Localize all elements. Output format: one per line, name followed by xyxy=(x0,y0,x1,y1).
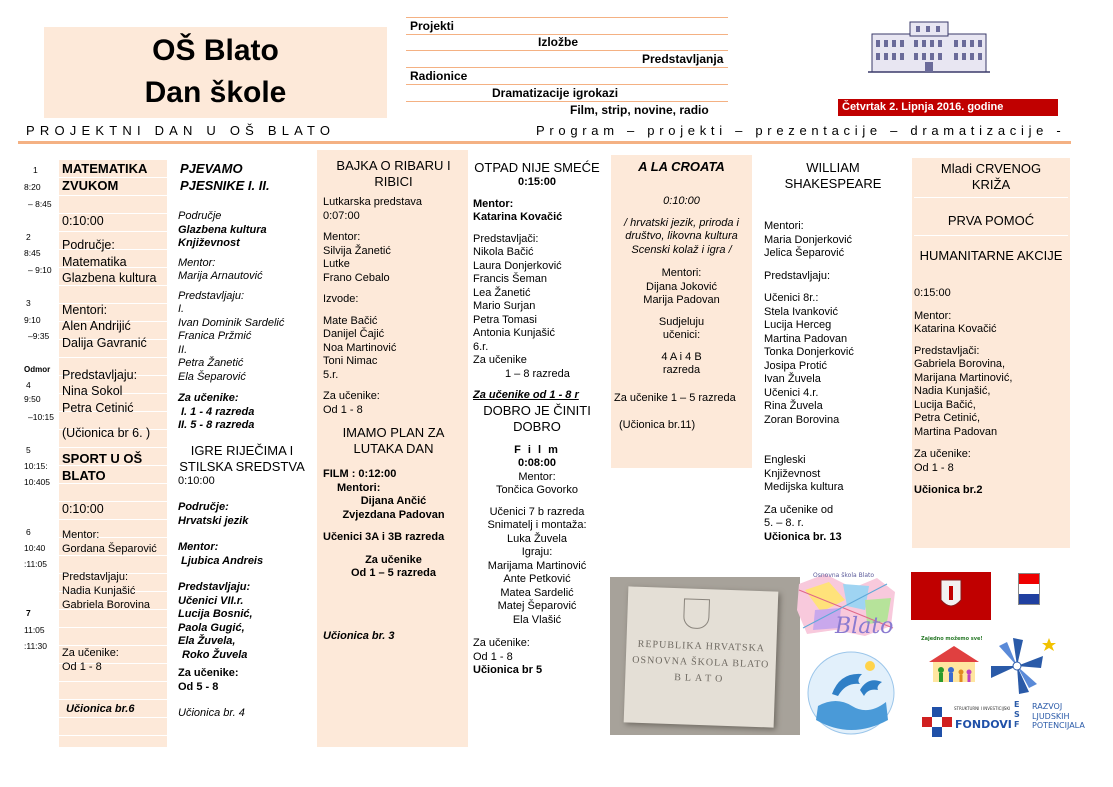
field-label: Mentor: xyxy=(178,256,216,269)
field-label: Predstavljaju: xyxy=(178,289,245,302)
audience-label: Za učenike xyxy=(365,553,422,566)
event-title: DOBRO JE ČINITI DOBRO xyxy=(483,402,591,434)
audience: I. 1 - 4 razreda xyxy=(181,405,255,418)
event-title: PRVA POMOĆ xyxy=(947,213,1035,228)
program-label: Radionice xyxy=(410,69,468,83)
program-label: Dramatizacije igrokazi xyxy=(492,86,619,100)
subject: Glazbena kultura xyxy=(62,270,157,285)
presenter-name: 6.r. xyxy=(473,340,489,353)
column-matematika xyxy=(59,160,167,747)
mentor-name: Zvjezdana Padovan xyxy=(342,508,445,521)
program-row-izlozbe xyxy=(406,34,728,51)
column-pjevamo xyxy=(178,160,306,721)
event-duration: 0:15:00 xyxy=(914,287,951,299)
field-label: Predstavljaju: xyxy=(764,269,831,282)
subjects: / hrvatski jezik, priroda i društvo, likovna kultura Scenski kolaž i igra / xyxy=(624,216,739,256)
event-duration: 0:08:00 xyxy=(518,457,556,469)
presenter-name: Antonia Kunjašić xyxy=(473,327,555,339)
mentor-name: Dijana Joković xyxy=(646,280,717,293)
audience-label: Za učenike xyxy=(473,354,527,366)
presenter-name: Lucija Herceg xyxy=(764,319,832,331)
presenter-name: Stela Ivanković xyxy=(764,305,838,318)
performer-name: Danijel Čajić xyxy=(323,328,385,340)
presenter-name: Učenici VII.r. xyxy=(178,594,244,607)
audience-label: Za učenike: xyxy=(62,646,119,659)
field-label: Mentor: xyxy=(473,197,514,210)
field-label: Predstavljaju: xyxy=(178,581,251,593)
audience: Za učenike od 1 - 8 r xyxy=(473,389,579,401)
program-row-radionice xyxy=(406,68,728,85)
event-title: Mladi CRVENOG KRIŽA xyxy=(940,161,1042,192)
actor-name: Matea Sardelić xyxy=(500,586,574,599)
field-label: Sudjeluju učenici: xyxy=(658,315,705,341)
esf-text-block xyxy=(1032,702,1085,731)
presenter-name: Nikola Bačić xyxy=(473,246,534,258)
presenter-name: Tonka Donjerković xyxy=(764,346,854,358)
family-house-icon xyxy=(921,642,987,686)
presenter-name: Gabriela Borovina, xyxy=(914,358,1006,370)
field-label: Predstavljači: xyxy=(473,232,539,245)
plaque-text: BLATO xyxy=(674,672,727,685)
presenter-name: Lucija Bosnić, xyxy=(178,608,253,620)
presenter-name: Marijana Martinović, xyxy=(914,371,1013,384)
audience-label: Za učenike: xyxy=(323,390,380,402)
audience: Od 1 - 8 xyxy=(473,650,513,663)
period-number: 3 xyxy=(26,298,31,308)
room-label: Učionica br.2 xyxy=(914,484,983,496)
students: Učenici 8r.: xyxy=(764,292,819,304)
period-number: 1 xyxy=(33,165,38,175)
break-label: Odmor xyxy=(24,365,51,374)
presenter-name: Josipa Protić xyxy=(764,359,827,372)
presenter-name: Lucija Bačić, xyxy=(914,398,976,411)
presenter-name: Nina Sokol xyxy=(62,384,123,399)
field-label: Mentor: xyxy=(178,541,219,553)
actor-name: Ante Petković xyxy=(503,573,571,585)
audience: Od 1 - 8 xyxy=(914,461,954,474)
audience-label: Za učenike: xyxy=(178,667,239,679)
subject: Matematika xyxy=(62,254,127,269)
performer-name: 5.r. xyxy=(323,368,339,381)
audience: 1 – 8 razreda xyxy=(505,367,570,380)
field-label: Predstavljaju: xyxy=(62,570,129,583)
presenter-name: Paola Gugić, xyxy=(178,621,245,634)
field-label: Mentori: xyxy=(661,267,702,279)
field-label: Igraju: xyxy=(521,546,553,558)
period-time: – 8:45 xyxy=(28,199,52,209)
esf-letters: E S F xyxy=(1014,700,1020,729)
period-time: 8:20 xyxy=(24,182,41,192)
event-duration: 0:10:00 xyxy=(178,474,215,487)
logo-caption: Osnovna škola Blato xyxy=(813,572,875,579)
presenter-name: Ela Šeparović xyxy=(178,370,246,383)
event-duration: FILM : 0:12:00 xyxy=(323,468,397,480)
croatian-flag-icon xyxy=(1018,573,1040,605)
subject: Engleski xyxy=(764,454,806,466)
room-label: Učionica br. 4 xyxy=(178,707,245,719)
dolphin-logo-icon xyxy=(806,650,896,736)
program-label: Izložbe xyxy=(538,35,579,49)
room-label: (Učionica br 6. ) xyxy=(62,425,151,440)
mentor-name: Dalija Gavranić xyxy=(62,335,147,350)
esf-text-line: LJUDSKIH xyxy=(1032,711,1070,721)
field-label: Područje xyxy=(178,210,222,222)
zajedno-logo xyxy=(921,636,987,688)
actor-name: Matej Šeparović xyxy=(497,600,577,612)
presenter-name: Ivan Žuvela xyxy=(764,373,821,385)
presenter-name: Nadia Kunjašić xyxy=(62,584,136,597)
performer-name: Noa Martinović xyxy=(323,341,397,354)
column-bajka xyxy=(317,150,468,747)
logo-caption: Zajedno možemo sve! xyxy=(921,636,983,642)
event-title: IGRE RIJEČIMA I STILSKA SREDSTVA xyxy=(179,442,305,474)
column-otpad xyxy=(473,160,601,678)
presenter-name: Zoran Borovina xyxy=(764,413,840,426)
field-label: Mentori: xyxy=(62,303,108,318)
event-date: Četvrtak 2. Lipnja 2016. godine xyxy=(838,99,1058,116)
event-title: PJEVAMO PJESNIKE I. II. xyxy=(180,161,270,193)
period-number: 4 xyxy=(26,380,31,390)
subject: Glazbena kultura xyxy=(178,223,267,236)
period-time: :11:05 xyxy=(24,559,48,569)
fondovi-text: FONDOVI xyxy=(955,718,1012,731)
mentor-name: Maria Donjerković xyxy=(764,233,853,246)
room-label: Učionica br.6 xyxy=(66,702,135,715)
presenter-name: Franica Pržmić xyxy=(178,330,252,342)
event-title: OTPAD NIJE SMEĆE xyxy=(474,160,600,175)
audience: II. 5 - 8 razreda xyxy=(178,419,255,431)
presenter-name: Rina Žuvela xyxy=(764,400,823,412)
event-title: HUMANITARNE AKCIJE xyxy=(919,248,1063,263)
program-label: Projekti xyxy=(410,19,455,33)
film-label: F i l m xyxy=(514,443,560,456)
program-label: Film, strip, novine, radio xyxy=(570,103,709,117)
blato-flag xyxy=(911,572,991,620)
mentor-name: Dijana Ančić xyxy=(360,495,427,507)
students: Učenici 3A i 3B razreda xyxy=(323,531,445,543)
presenter-name: Martina Padovan xyxy=(764,332,848,345)
esf-text-line: RAZVOJ xyxy=(1032,702,1063,711)
period-time: 10:405 xyxy=(24,477,50,487)
fondovi-squares-icon xyxy=(920,703,954,739)
presenter-name: Gabriela Borovina xyxy=(62,598,151,611)
field-label: Izvode: xyxy=(323,293,359,305)
period-time: 9:10 xyxy=(24,315,41,325)
school-title: OŠ Blato xyxy=(152,34,279,67)
period-time: 10:15: xyxy=(24,461,48,471)
period-time: 8:45 xyxy=(24,248,41,258)
blato-coat-of-arms-icon xyxy=(911,572,991,620)
audience: Od 1 - 8 xyxy=(62,660,102,673)
mentor-name: Jelica Šeparović xyxy=(764,247,845,259)
mentor-name: Silvija Žanetić xyxy=(323,244,391,257)
field-label: Snimatelj i montaža: xyxy=(487,519,587,531)
presenter-name: Martina Padovan xyxy=(914,425,998,438)
presenter-name: Laura Donjerković xyxy=(473,259,562,272)
column-shakespeare xyxy=(764,160,902,544)
subject: Književnost xyxy=(178,237,240,249)
presenter-name: Roko Žuvela xyxy=(182,648,248,661)
audience-label: Za učenike: xyxy=(473,637,530,649)
audience: Od 1 – 5 razreda xyxy=(351,567,436,579)
presenter-name: Francis Šeman xyxy=(473,273,547,285)
audience: Od 1 - 8 xyxy=(323,403,363,416)
header-divider xyxy=(18,141,1071,144)
field-label: Predstavljači: xyxy=(914,344,980,357)
presenter-name: Ivan Dominik Sardelić xyxy=(178,316,285,329)
event-title: Dan škole xyxy=(144,76,287,109)
field-label: Mentor: xyxy=(62,528,100,541)
mentor-name: Tončica Govorko xyxy=(496,484,578,496)
subject: Hrvatski jezik xyxy=(178,514,249,527)
field-label: Područje: xyxy=(178,501,229,513)
period-time: 9:50 xyxy=(24,394,41,404)
period-number: 6 xyxy=(26,527,31,537)
program-row-projekti xyxy=(406,17,728,35)
period-time: 10:40 xyxy=(24,543,46,553)
room-label: Učionica br. 3 xyxy=(323,629,395,642)
presenter-name: Petra Cetinić, xyxy=(914,412,981,424)
program-row-dramatizacije xyxy=(406,85,728,102)
presenter-name: Lea Žanetić xyxy=(473,286,531,299)
plaque xyxy=(624,586,779,727)
period-number: 2 xyxy=(26,232,31,242)
field-label: Mentor: xyxy=(914,309,952,322)
event-type: Lutkarska predstava xyxy=(323,196,423,208)
tagline-right: Program – projekti – prezentacije – dramatizacije - xyxy=(536,123,1066,138)
event-duration: 0:07:00 xyxy=(323,209,360,222)
event-duration: 0:10:00 xyxy=(62,502,104,517)
event-title: SPORT U OŠ BLATO xyxy=(62,451,143,484)
school-building-icon xyxy=(866,20,992,74)
mentor-name: Frano Cebalo xyxy=(323,271,390,284)
period-time: 11:05 xyxy=(24,625,45,635)
event-title: IMAMO PLAN ZA LUTAKA DAN xyxy=(342,425,445,456)
actor-name: Marijama Martinović xyxy=(487,559,587,572)
audience: Od 5 - 8 xyxy=(178,680,219,693)
period-number: 5 xyxy=(26,445,31,455)
field-label: Predstavljaju: xyxy=(62,368,138,383)
field-label: Mentori: xyxy=(337,481,381,494)
mentor-name: Ljubica Andreis xyxy=(181,554,264,567)
crew-name: Luka Žuvela xyxy=(507,532,567,545)
croatian-coat-of-arms-icon xyxy=(683,598,710,629)
logo-script: Blato xyxy=(835,614,894,639)
program-label: Predstavljanja xyxy=(642,52,724,66)
subject: Medijska kultura xyxy=(764,481,844,493)
plaque-text: REPUBLIKA HRVATSKA xyxy=(637,638,766,655)
presenter-name: Mario Surjan xyxy=(473,300,536,312)
performer-name: Mate Bačić xyxy=(323,314,378,327)
field-label: Područje: xyxy=(62,238,115,253)
column-crveni-kriz xyxy=(912,158,1070,548)
period-time: :11:30 xyxy=(24,641,48,651)
school-plaque-photo xyxy=(610,577,800,735)
mentor-name: Gordana Šeparović xyxy=(62,542,157,555)
period-time: – 9:10 xyxy=(28,265,52,275)
presenter-name: Petra Žanetić xyxy=(178,357,244,369)
presenter-name: Nadia Kunjašić, xyxy=(914,385,991,397)
esf-text-line: POTENCIJALA xyxy=(1032,721,1085,730)
fondovi-small-text: STRUKTURNI I INVESTICIJSKI xyxy=(954,706,1011,711)
mentor-name: Katarina Kovačić xyxy=(914,323,997,335)
audience-label: Za učenike od xyxy=(764,503,834,516)
audience-label: Za učenike: xyxy=(178,392,239,404)
presenter-name: Petra Cetinić xyxy=(62,400,134,415)
presenter-name: Učenici 4.r. xyxy=(764,386,819,399)
event-duration: 0:15:00 xyxy=(518,176,556,188)
performer-name: Toni Nimac xyxy=(323,355,378,367)
event-duration: 0:10:00 xyxy=(62,214,104,228)
audience: 5. – 8. r. xyxy=(764,517,804,529)
classes: 4 A i 4 B razreda xyxy=(661,350,702,376)
presenter-name: Petra Tomasi xyxy=(473,313,537,326)
presenter-name: I. xyxy=(178,303,185,315)
mentor-name: Marija Padovan xyxy=(643,294,720,306)
tagline-left: PROJEKTNI DAN U OŠ BLATO xyxy=(26,123,336,138)
field-label: Mentor: xyxy=(323,231,361,243)
plaque-text: OSNOVNA ŠKOLA BLATO xyxy=(632,654,770,671)
mentor-name: Alen Andrijić xyxy=(62,319,131,334)
event-title: A LA CROATA xyxy=(638,159,725,174)
event-duration: 0:10:00 xyxy=(663,195,700,207)
school-title-box xyxy=(44,27,387,118)
mentor-name: Lutke xyxy=(323,258,350,270)
audience-label: Za učenike: xyxy=(914,448,971,460)
room-label: Učionica br 5 xyxy=(473,664,543,676)
presenter-name: Ela Žuvela, xyxy=(178,635,236,647)
actor-name: Ela Vlašić xyxy=(512,613,562,626)
students: Učenici 7 b razreda xyxy=(489,505,585,518)
mentor-name: Marija Arnautović xyxy=(178,270,263,282)
program-row-predstavljanja xyxy=(406,51,728,68)
presenter-name: II. xyxy=(178,343,188,356)
esf-windmill-icon xyxy=(985,630,1059,698)
event-title: WILLIAM SHAKESPEARE xyxy=(784,160,882,191)
field-label: Mentor: xyxy=(518,470,556,483)
period-time: –10:15 xyxy=(28,412,54,422)
subject: Književnost xyxy=(764,467,821,480)
period-number: 7 xyxy=(26,608,31,618)
column-croata xyxy=(611,155,752,468)
mentor-name: Katarina Kovačić xyxy=(473,211,563,223)
event-title: BAJKA O RIBARU I RIBICI xyxy=(336,158,451,189)
room-label: (Učionica br.11) xyxy=(619,419,696,431)
audience: Za učenike 1 – 5 razreda xyxy=(614,391,736,404)
event-title: MATEMATIKA ZVUKOM xyxy=(62,161,147,193)
program-row-film xyxy=(406,102,728,118)
room-label: Učionica br. 13 xyxy=(764,530,842,543)
field-label: Mentori: xyxy=(764,220,804,232)
school-logo xyxy=(795,570,898,642)
period-time: –9:35 xyxy=(28,331,50,341)
